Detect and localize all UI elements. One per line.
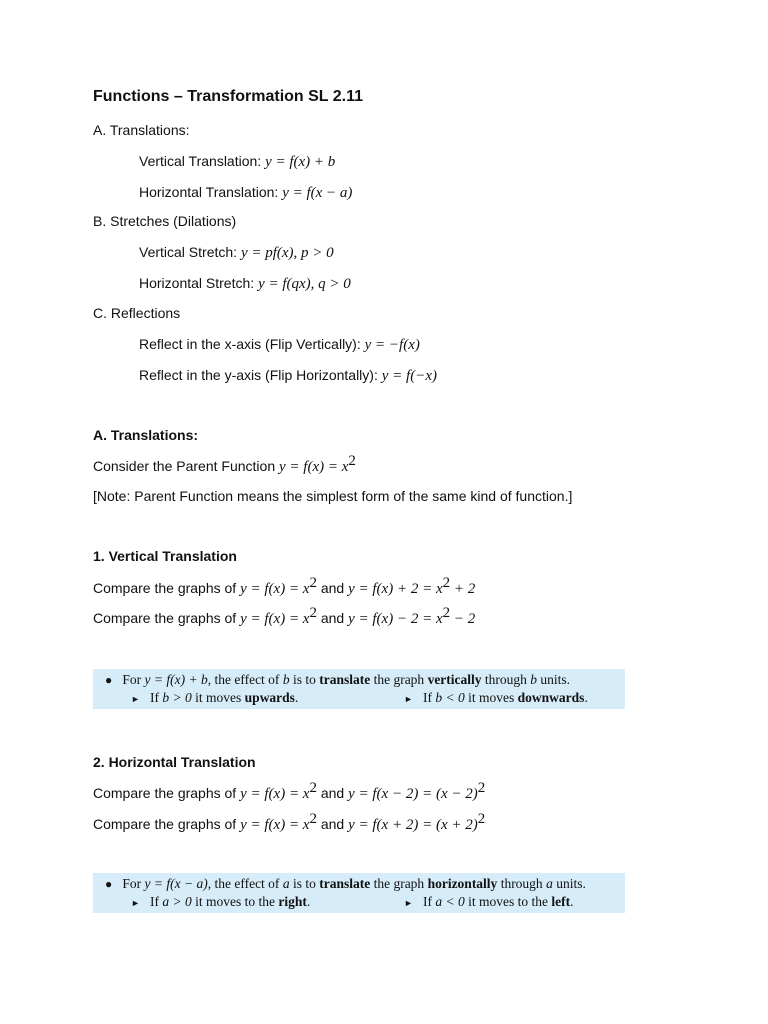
rule-box-case-negative: ► If a < 0 it moves to the left. [404, 894, 574, 909]
horizontal-compare-line-1 [93, 780, 486, 803]
rule-box-case-positive: ► If b > 0 it moves upwards. [131, 690, 299, 705]
rule-formula: y = pf(x), p > 0 [240, 245, 334, 261]
compare-label: Compare the graphs of [93, 816, 241, 832]
triangle-bullet-icon: ► [131, 898, 140, 908]
exponent: 2 [348, 453, 356, 469]
triangle-bullet-icon: ► [404, 898, 413, 908]
exponent: 2 [477, 780, 486, 796]
rule-label: Reflect in the y-axis (Flip Horizontally): [139, 367, 382, 383]
rule-formula: y = f(qx), q > 0 [258, 276, 351, 292]
exponent: 2 [442, 605, 451, 621]
summary-reflect-y [139, 366, 437, 385]
box-formula: y = f(x − a), [144, 876, 212, 891]
shifted-formula: y = f(x) − 2 = x [348, 611, 443, 627]
rule-box-case-negative: ► If b < 0 it moves downwards. [404, 690, 588, 705]
shifted-formula: y = f(x + 2) = (x + 2) [348, 817, 478, 833]
summary-horizontal-translation [139, 183, 352, 202]
base-formula: y = f(x) = x [240, 786, 310, 802]
summary-vertical-stretch [139, 243, 334, 262]
compare-label: Compare the graphs of [93, 580, 241, 596]
rule-formula: y = f(−x) [381, 368, 437, 384]
parent-function-line [93, 453, 356, 476]
rule-box-main-line: ● For y = f(x) + b, the effect of b is to translate the graph vertically through b units. [105, 672, 571, 687]
summary-heading-a: A. Translations: [93, 122, 190, 138]
triangle-bullet-icon: ► [404, 694, 413, 704]
horizontal-rule-box [93, 873, 625, 913]
rule-formula: y = f(x − a) [282, 185, 353, 201]
rule-formula: y = −f(x) [364, 337, 420, 353]
compare-label: Compare the graphs of [93, 785, 241, 801]
parent-formula: y = f(x) = x [279, 459, 349, 475]
rule-box-case-positive: ► If a > 0 it moves to the right. [131, 894, 311, 909]
summary-heading-c: C. Reflections [93, 305, 181, 321]
summary-heading-b: B. Stretches (Dilations) [93, 213, 237, 229]
rule-label: Vertical Stretch: [139, 244, 241, 260]
summary-vertical-translation [139, 152, 335, 171]
parent-note: [Note: Parent Function means the simplest form of the same kind of function.] [93, 488, 573, 504]
summary-reflect-x [139, 335, 420, 354]
rule-label: Horizontal Translation: [139, 184, 283, 200]
and-label: and [316, 580, 349, 596]
summary-horizontal-stretch [139, 274, 351, 293]
shifted-formula-tail: + 2 [450, 581, 476, 597]
vertical-compare-line-2 [93, 605, 476, 628]
compare-label: Compare the graphs of [93, 610, 241, 626]
exponent: 2 [477, 811, 486, 827]
and-label: and [316, 785, 349, 801]
and-label: and [316, 610, 349, 626]
exponent: 2 [309, 605, 317, 621]
horizontal-translation-heading: 2. Horizontal Translation [93, 754, 256, 770]
rule-label: Horizontal Stretch: [139, 275, 259, 291]
shifted-formula: y = f(x) + 2 = x [348, 581, 443, 597]
rule-formula: y = f(x) + b [265, 154, 336, 170]
box-formula: y = f(x) + b, [144, 672, 212, 687]
exponent: 2 [442, 575, 451, 591]
horizontal-compare-line-2 [93, 811, 486, 834]
rule-box-main-line: ● For y = f(x − a), the effect of a is to translate the graph horizontally through a units. [105, 876, 586, 891]
exponent: 2 [309, 780, 317, 796]
vertical-compare-line-1 [93, 575, 476, 598]
exponent: 2 [309, 575, 317, 591]
section-a-heading: A. Translations: [93, 427, 199, 443]
rule-label: Reflect in the x-axis (Flip Vertically): [139, 336, 365, 352]
exponent: 2 [309, 811, 317, 827]
and-label: and [316, 816, 349, 832]
rule-label: Vertical Translation: [139, 153, 266, 169]
parent-label: Consider the Parent Function [93, 458, 279, 474]
vertical-translation-heading: 1. Vertical Translation [93, 548, 237, 564]
shifted-formula-tail: − 2 [450, 611, 476, 627]
base-formula: y = f(x) = x [240, 817, 310, 833]
bullet-icon: ● [105, 877, 113, 891]
bullet-icon: ● [105, 673, 113, 687]
triangle-bullet-icon: ► [131, 694, 140, 704]
vertical-rule-box [93, 669, 625, 709]
shifted-formula: y = f(x − 2) = (x − 2) [348, 786, 478, 802]
page-title: Functions – Transformation SL 2.11 [93, 88, 363, 105]
base-formula: y = f(x) = x [240, 581, 310, 597]
base-formula: y = f(x) = x [240, 611, 310, 627]
